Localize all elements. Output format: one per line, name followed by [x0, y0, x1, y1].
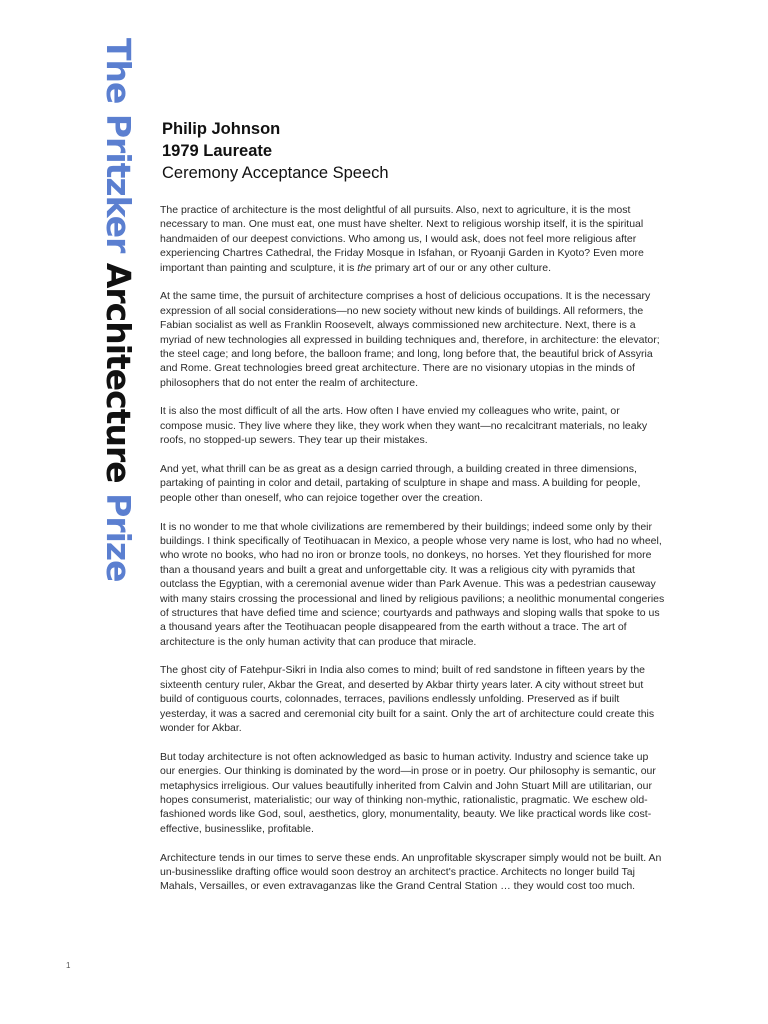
paragraph-4: And yet, what thrill can be as great as a design carried through, a building created in three dimensions, partaking of painting in color and detail, partaking of sculpture in shape and mass. A building for people, people other than oneself, who can rejoice together over the creation. — [160, 462, 641, 504]
document-header — [162, 118, 389, 184]
laureate-name: Philip Johnson — [162, 120, 281, 138]
laureate-year: 1979 Laureate — [162, 142, 273, 160]
paragraph-1-text-b: primary art of our or any other culture. — [371, 261, 552, 274]
paragraph-1-emphasis: the — [357, 261, 372, 274]
document-subtitle: Ceremony Acceptance Speech — [162, 164, 389, 182]
title-architecture: Architecture — [99, 262, 138, 494]
paragraph-3: It is also the most difficult of all the arts. How often I have envied my colleagues who write, paint, or compose music. They live where they like, they work when they want—no recalcitrant materials, no leaky roofs, no stopped-up sewers. They tear up their mistakes. — [160, 405, 648, 447]
paragraph-1 — [160, 203, 665, 275]
pritzker-prize-title — [99, 38, 138, 582]
title-the-pritzker: The Pritzker — [99, 38, 138, 263]
paragraph-6: The ghost city of Fatehpur-Sikri in India also comes to mind; built of red sandstone in fifteen years by the sixteenth century ruler, Akbar the Great, and deserted by Akbar thirty years later. A city without street but build of contiguous courts, colonnades, terraces, pavilions endlessly unfolding. Preserved as if built yesterday, it was a sacred and ceremonial city built for a saint. Only the art of architecture could create this wonder for Akbar. — [160, 664, 655, 735]
paragraph-1-text-a: The practice of architecture is the most delightful of all pursuits. Also, next to agriculture, it is the most necessary to man. One must eat, one must have shelter. Next to religious worship itself, it is the spiritual handmaiden of our deepest convictions. Who among us, I would ask, does not feel more religious after experiencing Chartres Cathedral, the Friday Mosque in Isfahan, or Ryoanji Garden in Kyoto? Even more important than painting and sculpture, it is — [160, 204, 644, 274]
paragraph-8: Architecture tends in our times to serve these ends. An unprofitable skyscraper simply would not be built. An un-businesslike drafting office would soon destroy an architect's practice. Architects no longer build Taj Mahals, Versailles, or even extravaganzas like the Grand Central Station … they would cost too much. — [160, 851, 662, 893]
paragraph-2: At the same time, the pursuit of architecture comprises a host of delicious occupations. It is the necessary expression of all social considerations—no new society without new kinds of buildings. All reformers, the Fabian socialist as well as Franklin Roosevelt, always commissioned new architecture. Next, there is a myriad of new technologies all expressed in building techniques and, therefore, in architecture: the elevator; the steel cage; and long before, the balloon frame; and long, long before that, the beautiful brick of Assyria and Rome. Great technologies breed great architecture. There are no visionary utopias in the minds of philosophers that do not enter the realm of architecture. — [160, 290, 660, 389]
title-prize: Prize — [99, 493, 138, 582]
paragraph-7: But today architecture is not often acknowledged as basic to human activity. Industry and science take up our energies. Our thinking is dominated by the word—in prose or in poetry. Our philosophy is semantic, our metaphysics irreligious. Our values beautifully inherited from Calvin and John Stuart Mill are utilitarian, our hopes consumerist, materialistic; our way of thinking non-mythic, rationalistic, pragmatic. We eschew old-fashioned words like God, soul, aesthetics, glory, monumentality, beauty. We like practical words like cost-effective, businesslike, profitable. — [160, 750, 656, 835]
speech-body — [160, 203, 665, 908]
page-number: 1 — [66, 961, 71, 970]
paragraph-5: It is no wonder to me that whole civilizations are remembered by their buildings; indeed some only by their buildings. I think specifically of Teotihuacan in Mexico, a people whose very name is lost, who had no wheel, who wrote no books, who had no iron or bronze tools, no donkeys, no horses. Yet they flourished for more than a thousand years and built a great and unforgettable city. It was a religious city with pyramids that outclass the Egyptian, with a ceremonial avenue wider than Park Avenue. This was a pedestrian causeway with many stairs crossing the processional and lined by religious pavilions; a neolithic monumental congeries of structures that have defied time and science; courtyards and pathways and sloping walls that spoke to us a thousand years after the Teotihuacan people disappeared from the earth without a trace. The art of architecture is the only human activity that can produce that miracle. — [160, 520, 665, 648]
